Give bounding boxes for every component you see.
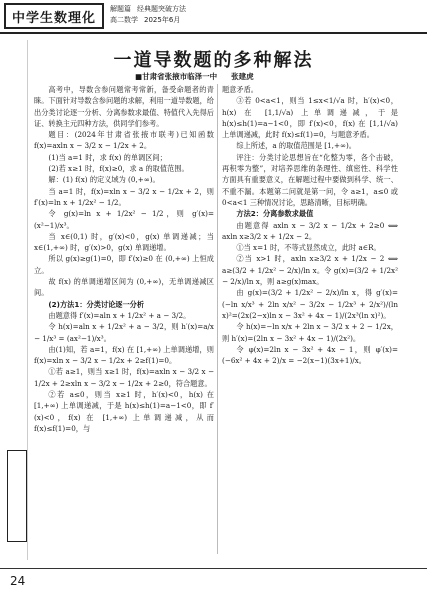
right-column	[222, 84, 398, 366]
page-header	[0, 0, 427, 34]
solution-aux-fn: 令 g(x)=ln x + 1/2x² − 1/2，则 g′(x)=(x²−1)/x³。	[34, 209, 214, 230]
section-label: 解题篇	[110, 5, 131, 13]
method-2-setup: 由题意得 axln x − 3/2 x − 1/2x + 2≥0 ⟺ axln x≥3/2 x + 1/2x − 2。	[222, 220, 398, 241]
method-2-phi: 令 φ(x)=2ln x − 3x² + 4x − 1，则 φ′(x)=(−6x² + 4x + 2)/x = −2(x−1)(3x+1)/x。	[222, 344, 398, 366]
method-1-case-3: ③若 0<a<1，则当 1≤x<1/√a 时，h′(x)<0，h(x) 在 [1,1/√a) 上单调递减，于是 h(x)≤h(1)=a−1<0，即 f′(x)<0，f(x) 在 [1,1/√a) 上单调递减，此时 f(x)≤f(1)=0，与题意矛盾。	[222, 96, 398, 140]
method-1-heading: (2)方法1：分类讨论逐一分析	[48, 299, 145, 309]
grade-label: 高二数学	[110, 16, 138, 24]
method-2-derivative: 由 g(x)=(3/2 + 1/2x² − 2/x)/ln x，得 g′(x)=(−ln x/x³ + 2ln x/x² − 3/2x − 1/2x³ + 2/x²)/(ln x)²=(2x(2−x)ln x − 3x² + 4x − 1)/(2x³(ln x)²)。	[222, 288, 398, 320]
method-1-recall: 由(1)知，若 a=1，f(x) 在 [1,+∞) 上单调递增，则 f(x)=xln x − 3/2 x − 1/2x + 2≥f(1)=0。	[34, 344, 214, 366]
case-2-end: 题意矛盾。	[222, 85, 258, 94]
solution-min: 所以 g(x)≥g(1)=0，即 f′(x)≥0 在 (0,+∞) 上恒成立。	[34, 254, 214, 275]
commentary: 评注：分类讨论思想旨在“化整为零，各个击破，再积零为整”，对培养思维的条理性、缜密性、科学性方面具有重要意义，在解题过程中要做到科学、统一、不重不漏。本题第二问就是第一问，令 a≥1，a≤0 或 0<a<1 三种情况讨论，思路清晰，目标明确。	[222, 152, 398, 207]
column-label: 经典题突破方法	[137, 5, 186, 13]
solution-domain: 解：(1) f(x) 的定义域为 (0,+∞)。	[48, 175, 160, 185]
column-divider	[217, 84, 218, 554]
method-1-case-2: ②若 a≤0，则当 x≥1 时，h′(x)<0，h(x) 在 [1,+∞) 上单调递减，于是 h(x)≤h(1)=a−1<0，即 f′(x)<0，f(x) 在 [1,+∞) 上单调递减，从而 f(x)≤f(1)=0，与	[34, 390, 214, 433]
method-2-case-1: ①当 x=1 时，不等式显然成立，此时 a∈R。	[236, 243, 381, 253]
problem-part-2: (2)若 x≥1 时，f(x)≥0，求 a 的取值范围。	[48, 164, 189, 174]
method-1-summary: 综上所述，a 的取值范围是 [1,+∞)。	[236, 141, 356, 151]
method-2-h: 令 h(x)=−ln x/x + 2ln x − 3/2 x + 2 − 1/2x，则 h′(x)=(2ln x − 3x² + 4x − 1)/(2x²)。	[222, 322, 398, 343]
method-1-derivative: 由题意得 f′(x)=aln x + 1/2x² + a − 3/2。	[48, 310, 191, 320]
problem-statement: 题目：(2024年甘肃省张掖市联考)已知函数 f(x)=axln x − 3/2 x − 1/2x + 2。	[34, 130, 214, 151]
solution-monotonic: 当 x∈(0,1) 时，g′(x)<0，g(x) 单调递减；当 x∈(1,+∞) 时，g′(x)>0，g(x) 单调递增。	[34, 231, 214, 253]
header-rule	[0, 32, 427, 34]
header-meta	[110, 4, 192, 26]
problem-part-1: (1)当 a=1 时，求 f(x) 的单调区间；	[48, 152, 167, 162]
journal-logo: 中学生数理化	[4, 3, 104, 29]
method-2-case-2: ②当 x>1 时，axln x≥3/2 x + 1/2x − 2 ⟺ a≥(3/2 + 1/2x² − 2/x)/ln x。令 g(x)=(3/2 + 1/2x² − 2/x)/ln x，则 a≥g(x)max。	[222, 254, 398, 287]
side-logo	[7, 450, 27, 542]
issue-date: 2025年6月	[144, 16, 181, 24]
footer-rule	[0, 568, 427, 569]
author-name: 张建虎	[231, 72, 254, 81]
method-1-h: 令 h(x)=aln x + 1/2x² + a − 3/2，则 h′(x)=a/x − 1/x³ = (ax²−1)/x³。	[34, 322, 214, 343]
method-2-heading: 方法2：分离参数求最值	[236, 209, 314, 219]
intro-paragraph: 高考中，导数含参问题常考常新，备受命题者的青睐。下面针对导数含参问题的求解，利用一道导数题，给出分类讨论逐一分析、分离参数求最值、特值代入先得后证、转换主元四种方法，供同学们参考。	[34, 85, 214, 128]
left-column	[34, 84, 214, 434]
solution-conclusion: 故 f(x) 的单调递增区间为 (0,+∞)，无单调递减区间。	[34, 277, 214, 298]
article-byline	[135, 71, 254, 82]
side-decoration	[5, 40, 29, 560]
method-1-case-1: ①若 a≥1，则当 x≥1 时，f(x)=axln x − 3/2 x − 1/2x + 2≥xln x − 3/2 x − 1/2x + 2≥0，符合题意。	[34, 367, 214, 388]
author-org: ■甘肃省张掖市临泽一中	[135, 72, 218, 81]
page-footer	[0, 568, 427, 594]
page-number: 24	[10, 574, 26, 588]
article-title: 一道导数题的多种解法	[113, 50, 314, 71]
solution-derivative: 当 a=1 时，f(x)=xln x − 3/2 x − 1/2x + 2，则 f′(x)=ln x + 1/2x² − 1/2。	[34, 186, 214, 207]
